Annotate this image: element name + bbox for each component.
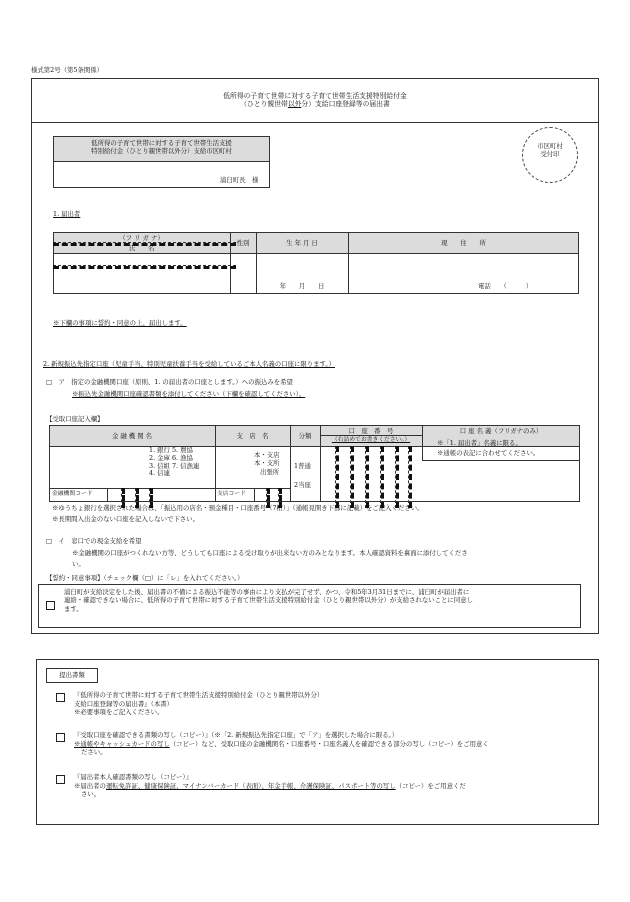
- branch-type-item: 出張所: [260, 467, 280, 476]
- gender-label: 性別: [236, 239, 250, 247]
- col-type: 分類: [298, 432, 312, 440]
- form-title: 低所得の子育て世帯に対する子育て世帯生活支援特別給付金 （ひとり親世帯以外分）支給口座登録等の届出書: [223, 92, 407, 109]
- branch-type-list: [254, 451, 280, 476]
- digit-divider: [408, 446, 412, 508]
- option-i-note-2: い。: [72, 560, 85, 568]
- digit-divider: [395, 446, 399, 508]
- birthdate-ymd: 年 月 日: [279, 282, 325, 290]
- section2-title: 2. 新規振込先指定口座（児童手当、特別児童扶養手当を受給しているご本人名義の口座に限ります。）: [43, 360, 335, 368]
- section1-title: 1. 届出者: [53, 210, 81, 218]
- longterm-note: ※長期間入出金のない口座を記入しないで下さい。: [52, 515, 199, 523]
- branch-type-item: 本・支所: [254, 459, 280, 468]
- addressee-title: 低所得の子育て世帯に対する子育て世帯生活支援 特別給付金（ひとり親世帯以外分）支給市区町村: [54, 137, 269, 161]
- option-a-note: ※振込先金融機関口座確認書類を添付してください（下欄を確認してください）。: [72, 390, 306, 398]
- col-bank: 金 融 機 関 名: [111, 432, 153, 440]
- phone-label: 電話 （ ）: [478, 282, 533, 290]
- furigana-row-divider: [53, 265, 236, 269]
- digit-divider: [380, 446, 384, 508]
- code-cell: [254, 488, 255, 502]
- holder-bottom: [422, 460, 580, 461]
- bank-type-item: 1. 銀行 5. 農協: [149, 446, 193, 454]
- birthdate-label: 生 年 月 日: [286, 239, 318, 247]
- col-number: 口 座 番 号: [348, 427, 394, 435]
- account-header: 【受取口座記入欄】: [46, 415, 104, 423]
- account-type-normal: 1普通: [294, 462, 311, 470]
- digit-divider: [365, 446, 369, 508]
- branch-code-label: 支店コード: [217, 491, 246, 497]
- branch-type-item: 本・支店: [254, 451, 280, 459]
- address-label: 現 住 所: [441, 239, 486, 247]
- document-item-2: 『受取口座を確認できる書類の写し（コピー）』（※「2. 新規振込先指定口座」で「ア」を選択した場合に限る。） ※通帳やキャッシュカードの写し（コピー）など、受取口座の金融機関名・口座番号・口座名義人を確認できる部分の写し（コピー）をご用意く ださい。: [74, 731, 489, 757]
- account-type-current: 2当座: [294, 481, 311, 489]
- holder-note-2: ※通帳の表記に合わせてください。: [437, 449, 540, 457]
- documents-header: 提出書類: [46, 668, 98, 683]
- document-checkbox-2[interactable]: [56, 733, 65, 742]
- bank-type-item: 2. 金庫 6. 漁協: [149, 453, 193, 462]
- option-i[interactable]: □ イ 窓口での現金支給を希望: [46, 537, 142, 545]
- col-branch: 支 店 名: [236, 432, 269, 440]
- pledge-checkbox[interactable]: [46, 601, 55, 610]
- option-a[interactable]: □ ア 指定の金融機関口座（原則、1. の届出者の口座とします。）への振込みを希望: [46, 378, 293, 386]
- col-number-sub: （右詰めでお書きください。）: [331, 437, 411, 443]
- name-label: 氏 名: [128, 244, 155, 252]
- mayor-name: 浦臼町長 様: [220, 176, 259, 184]
- bank-type-item: 4. 信連: [149, 469, 170, 478]
- col-holder: 口 座 名 義（フリガナのみ）: [459, 427, 543, 435]
- document-item-3: 『届出者本人確認書類の写し（コピー）』 ※届出者の運転免許証、健康保険証、マイナンバーカード（表面）、年金手帳、介護保険証、パスポート等の写し（コピー）をご用意くだ さい。: [74, 773, 466, 799]
- bank-code-label: 金融機関コード: [52, 491, 93, 497]
- document-item-1: 『低所得の子育て世帯に対する子育て世帯生活支援特別給付金（ひとり親世帯以外分） 支給口座登録等の届出書』（本書） ※必要事項をご記入ください。: [74, 691, 324, 717]
- title-divider: [31, 122, 599, 123]
- document-checkbox-3[interactable]: [56, 775, 65, 784]
- option-i-note-1: ※金融機関の口座がつくれない方等、どうしても口座による受け取りが出来ない方のみとなります。本人確認資料を裏面に添付してくださ: [72, 549, 468, 557]
- number-sub-divider: [320, 435, 422, 436]
- document-checkbox-1[interactable]: [56, 693, 65, 702]
- bank-type-item: 3. 信組 7. 信漁連: [149, 461, 200, 470]
- furigana-label: （フ リ ガ ナ）: [119, 234, 164, 242]
- code-cell: [107, 488, 108, 502]
- pledge-note: ※下欄の事項に誓約・同意の上、届出します。: [53, 319, 187, 327]
- row-divider: [53, 253, 579, 254]
- digit-divider: [350, 446, 354, 508]
- bank-type-list: [149, 447, 199, 478]
- addressee-divider: [53, 161, 270, 162]
- bank-code-divider: [49, 488, 215, 489]
- holder-note-1: ※「1. 届出者」名義に限る。: [437, 439, 522, 447]
- reception-stamp-label: 市区町村 受付印: [537, 142, 563, 158]
- pledge-header: 【誓約・同意事項】（チェック欄（□）に「レ」を入れてください。）: [46, 574, 244, 582]
- yucho-note: ※ゆうちょ銀行を選択された場合は、「振込用の店名・預金種目・口座番号（7桁）」（通帳見開き下部に記載）をご記入ください。: [52, 504, 424, 512]
- digit-divider: [335, 446, 339, 508]
- pledge-text: 浦臼町が支給決定をした後、届出書の不備による振込不能等の事由により支払が完了せず、かつ、令和5年3月31日までに、浦臼町が届出者に 連絡・確認できない場合に、低所得の子育て世帯に対する子育て世帯生活支援特別給付金（ひとり親世帯以外分）が支給されないことに同意し ます。: [64, 588, 473, 613]
- form-number: 様式第2号（第5条関係）: [31, 66, 104, 74]
